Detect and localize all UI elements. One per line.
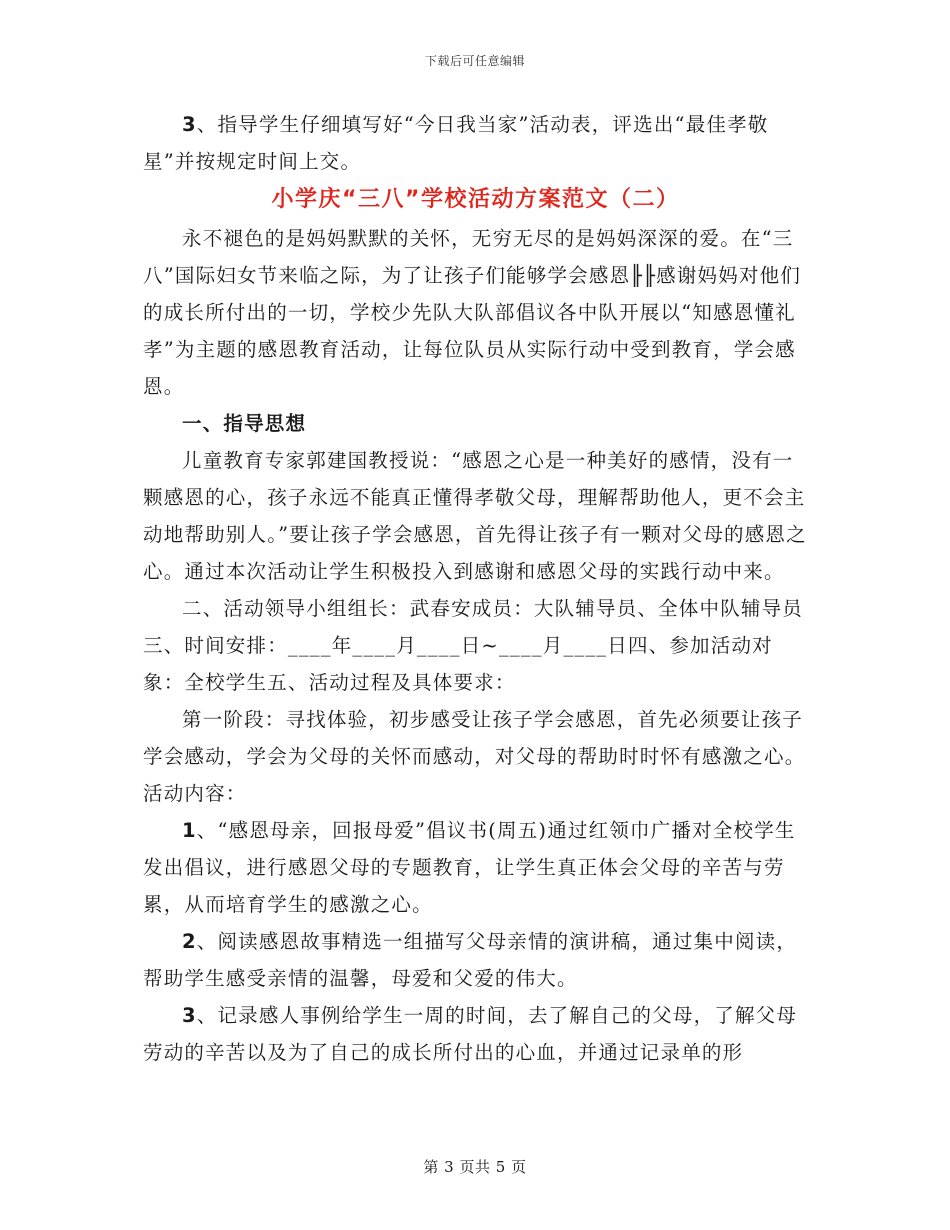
paragraph-item-2 bbox=[143, 923, 808, 997]
page-number-footer: 第 3 页共 5 页 bbox=[423, 1158, 527, 1176]
item-number: 3 bbox=[182, 113, 197, 136]
paragraph-text: 、记录感人事例给学生一周的时间，去了解自己的父母，了解父母劳动的辛苦以及为了自己的成长所付出的心血，并通过记录单的形 bbox=[143, 1004, 798, 1064]
item-number: 2 bbox=[182, 930, 197, 953]
heading-guiding-idea: 一、指导思想 bbox=[182, 412, 307, 435]
item-number: 3 bbox=[182, 1004, 197, 1027]
paragraph-guiding-idea: 儿童教育专家郭建国教授说：“感恩之心是一种美好的感情，没有一颗感恩的心，孩子永远不能真正懂得孝敬父母，理解帮助他人，更不会主动地帮助别人。”要让孩子学会感恩，首先得让孩子有一颗对父母的感恩之心。通过本次活动让学生积极投入到感谢和感恩父母的实践行动中来。 bbox=[143, 449, 807, 583]
section-title: 小学庆“三八”学校活动方案范文（二） bbox=[271, 187, 680, 212]
paragraph-item-3 bbox=[143, 997, 808, 1071]
document-body bbox=[143, 106, 808, 1071]
paragraph-item-1 bbox=[143, 812, 808, 923]
item-number: 1 bbox=[182, 819, 197, 842]
paragraph-organization: 二、活动领导小组组长：武春安成员：大队辅导员、全体中队辅导员三、时间安排：____年____月____日~____月____日四、参加活动对象：全校学生五、活动过程及具体要求： bbox=[143, 597, 804, 694]
page-header-note: 下载后可任意编辑 bbox=[424, 54, 525, 68]
paragraph-1 bbox=[143, 106, 808, 180]
paragraph-text: 、“感恩母亲，回报母爱”倡议书(周五)通过红领巾广播对全校学生发出倡议，进行感恩父母的专题教育，让学生真正体会父母的辛苦与劳累，从而培育学生的感激之心。 bbox=[143, 819, 796, 916]
paragraph-text: 、阅读感恩故事精选一组描写父母亲情的演讲稿，通过集中阅读，帮助学生感受亲情的温馨，母爱和父爱的伟大。 bbox=[143, 930, 798, 990]
paragraph-intro: 永不褪色的是妈妈默默的关怀，无穷无尽的是妈妈深深的爱。在“三八”国际妇女节来临之际，为了让孩子们能够学会感恩╟╟感谢妈妈对他们的成长所付出的一切，学校少先队大队部倡议各中队开展以“知感恩懂礼孝”为主题的感恩教育活动，让每位队员从实际行动中受到教育，学会感恩。 bbox=[143, 227, 802, 398]
paragraph-text: 、指导学生仔细填写好“今日我当家”活动表，评选出“最佳孝敬星”并按规定时间上交。 bbox=[143, 113, 769, 173]
paragraph-stage-one: 第一阶段：寻找体验，初步感受让孩子学会感恩，首先必须要让孩子学会感动，学会为父母的关怀而感动，对父母的帮助时时怀有感激之心。活动内容： bbox=[143, 708, 806, 805]
